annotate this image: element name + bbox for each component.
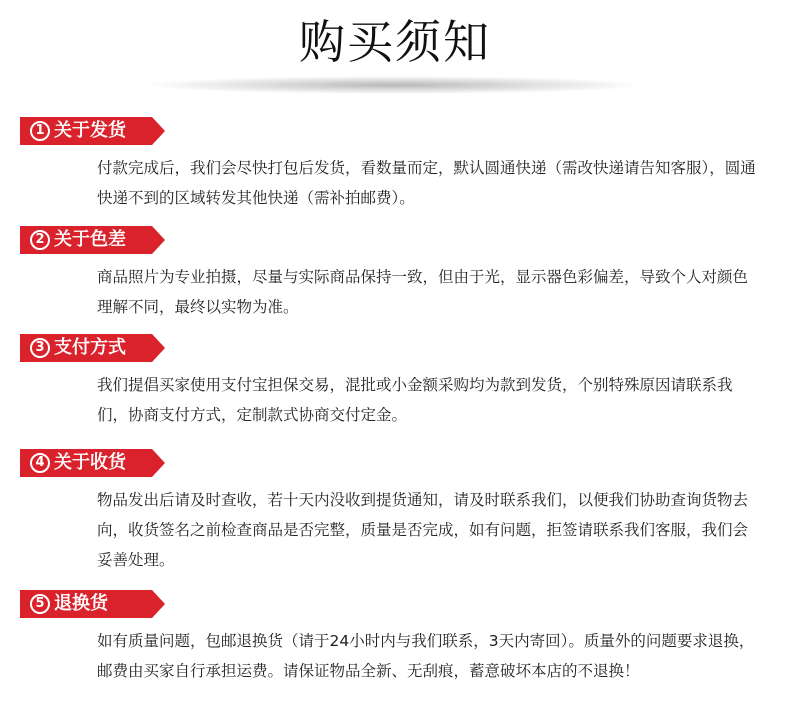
section-number-badge: 4	[30, 453, 50, 473]
section-body: 我们提倡买家使用支付宝担保交易，混批或小金额采购均为款到发货，个别特殊原因请联系我们，协商支付方式，定制款式协商交付定金。	[97, 376, 733, 424]
section-header	[20, 117, 166, 145]
section-number-badge: 3	[30, 338, 50, 358]
page-title: 购买须知	[299, 15, 491, 69]
section-heading: 关于色差	[54, 229, 126, 250]
section-heading: 退换货	[54, 593, 108, 614]
section-header	[20, 226, 166, 254]
title-shadow-decoration	[150, 76, 640, 94]
section-body: 如有质量问题，包邮退换货（请于24小时内与我们联系，3天内寄回）。质量外的问题要求退换，邮费由买家自行承担运费。请保证物品全新、无刮痕，蓄意破坏本店的不退换！	[97, 632, 755, 680]
section-body: 物品发出后请及时查收，若十天内没收到提货通知，请及时联系我们，以便我们协助查询货物去向，收货签名之前检查商品是否完整，质量是否完成，如有问题，拒签请联系我们客服，我们会妥善处理。	[97, 491, 749, 569]
section-body: 商品照片为专业拍摄，尽量与实际商品保持一致，但由于光，显示器色彩偏差，导致个人对颜色理解不同，最终以实物为准。	[97, 268, 749, 316]
section-header-arrow	[152, 449, 165, 477]
section-heading: 关于发货	[54, 120, 126, 141]
section-header	[20, 449, 166, 477]
section-header-arrow	[152, 117, 165, 145]
section-heading: 支付方式	[54, 337, 126, 358]
section-header	[20, 590, 166, 618]
section-header-arrow	[152, 226, 165, 254]
section-body: 付款完成后，我们会尽快打包后发货，看数量而定，默认圆通快递（需改快递请告知客服），圆通快递不到的区域转发其他快递（需补拍邮费）。	[97, 159, 756, 207]
section-number-badge: 2	[30, 230, 50, 250]
section-header-arrow	[152, 334, 165, 362]
section-number-badge: 5	[30, 594, 50, 614]
section-header	[20, 334, 166, 362]
section-heading: 关于收货	[54, 452, 126, 473]
section-header-arrow	[152, 590, 165, 618]
section-number-badge: 1	[30, 121, 50, 141]
